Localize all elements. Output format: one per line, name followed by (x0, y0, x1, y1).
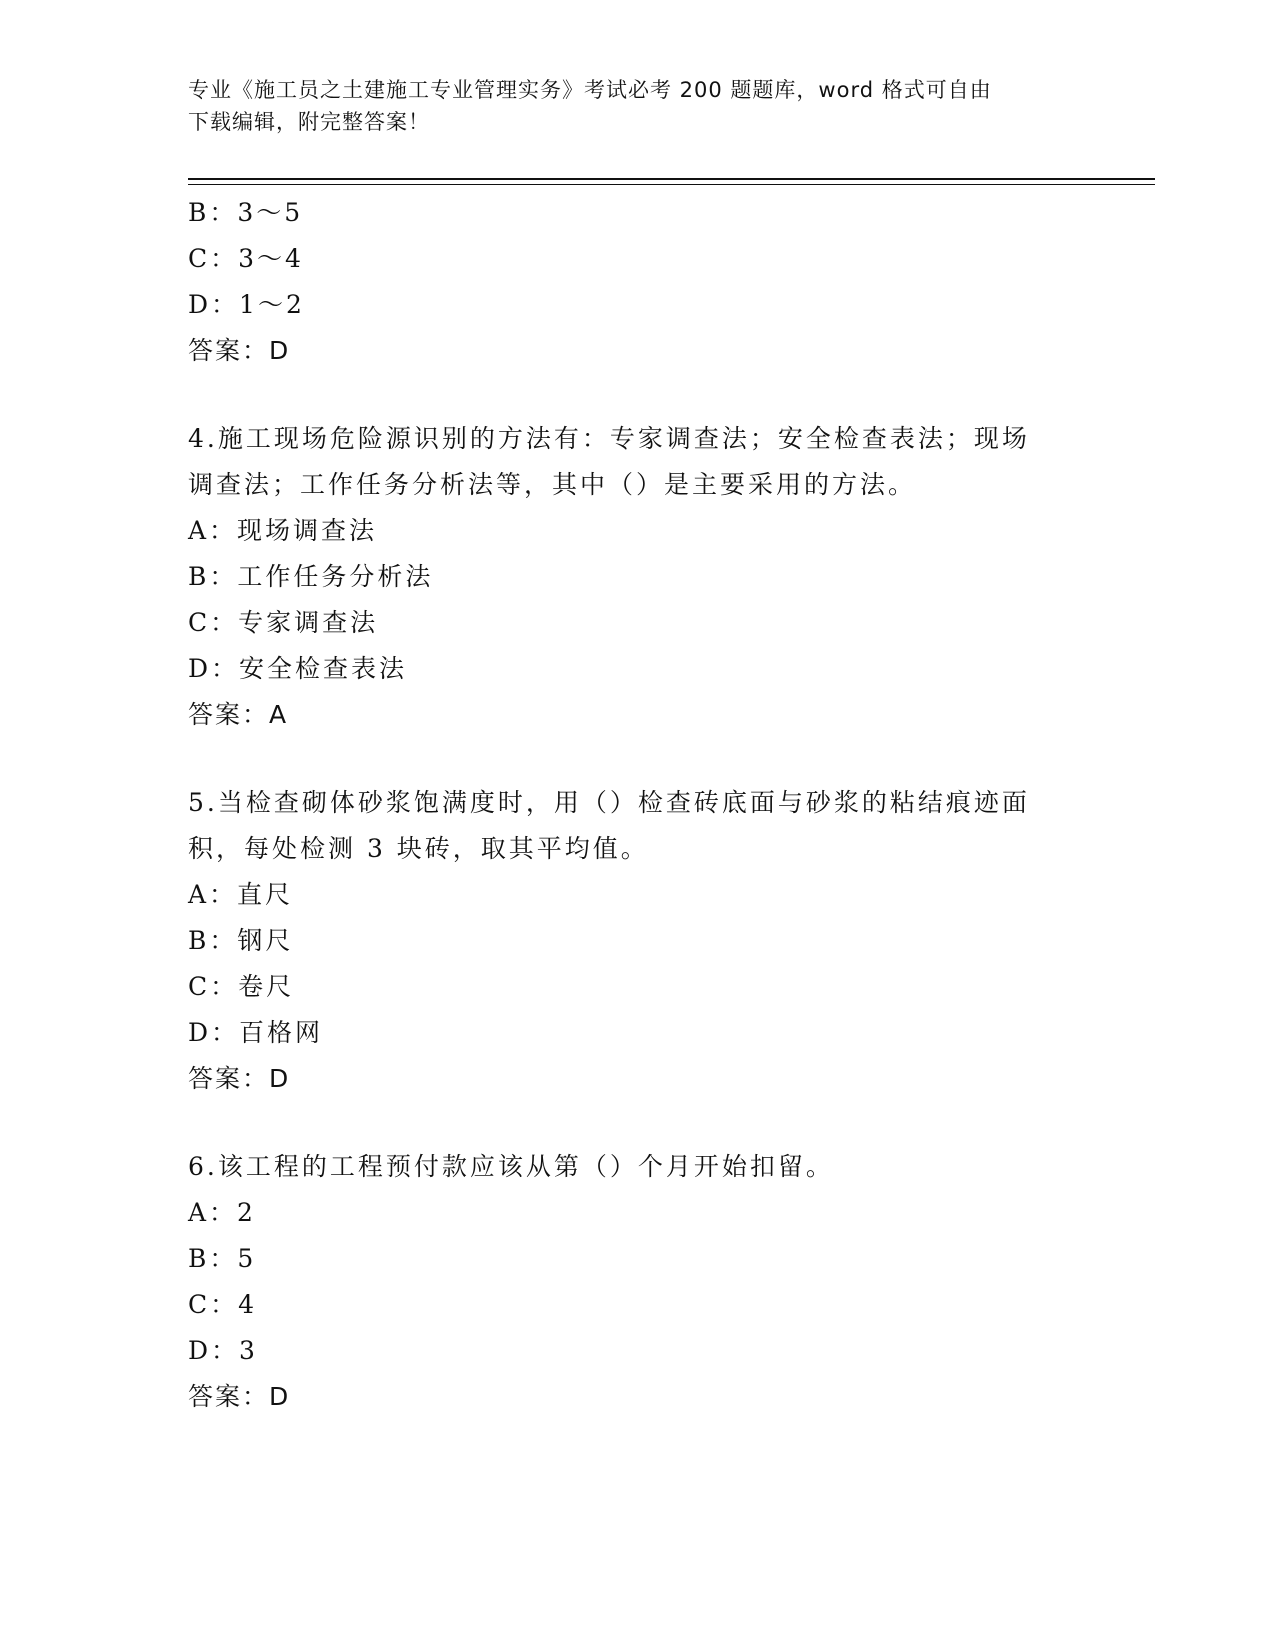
header-line-2: 下载编辑，附完整答案！ (188, 110, 430, 134)
question-text-line-2: 调查法；工作任务分析法等，其中（）是主要采用的方法。 (188, 470, 917, 499)
question-3-tail (188, 190, 1088, 374)
question-4 (188, 416, 1088, 738)
option-c: C：卷尺 (188, 972, 295, 1001)
option-b: B：工作任务分析法 (188, 562, 434, 591)
question-text-line-2: 积，每处检测 3 块砖，取其平均值。 (188, 834, 649, 863)
option-d: D：百格网 (188, 1018, 324, 1047)
question-text-line-1: 6.该工程的工程预付款应该从第（）个月开始扣留。 (188, 1152, 834, 1181)
question-list (188, 190, 1088, 1420)
question-6 (188, 1144, 1088, 1420)
option-d: D：3 (188, 1336, 258, 1365)
question-5 (188, 780, 1088, 1102)
spacer (188, 1102, 1088, 1144)
header-line-1: 专业《施工员之土建施工专业管理实务》考试必考 200 题题库，word 格式可自由 (188, 78, 992, 102)
option-a: A：直尺 (188, 880, 294, 909)
spacer (188, 738, 1088, 780)
question-text-line-1: 4.施工现场危险源识别的方法有：专家调查法；安全检查表法；现场 (188, 424, 1030, 453)
option-b: B：5 (188, 1244, 257, 1273)
option-d: D：1～2 (188, 290, 305, 319)
spacer (188, 374, 1088, 416)
header-divider-thick (188, 178, 1155, 180)
answer-label: 答案：D (188, 336, 291, 365)
option-b: B：钢尺 (188, 926, 294, 955)
answer-label: 答案：D (188, 1064, 291, 1093)
answer-label: 答案：A (188, 700, 289, 729)
option-b: B：3～5 (188, 198, 304, 227)
header-divider-thin (188, 184, 1155, 185)
option-d: D：安全检查表法 (188, 654, 408, 683)
document-header (188, 74, 1068, 138)
option-c: C：3～4 (188, 244, 304, 273)
option-c: C：4 (188, 1290, 258, 1319)
option-a: A：2 (188, 1198, 256, 1227)
question-text-line-1: 5.当检查砌体砂浆饱满度时，用（）检查砖底面与砂浆的粘结痕迹面 (188, 788, 1030, 817)
answer-label: 答案：D (188, 1382, 291, 1411)
option-c: C：专家调查法 (188, 608, 379, 637)
option-a: A：现场调查法 (188, 516, 378, 545)
